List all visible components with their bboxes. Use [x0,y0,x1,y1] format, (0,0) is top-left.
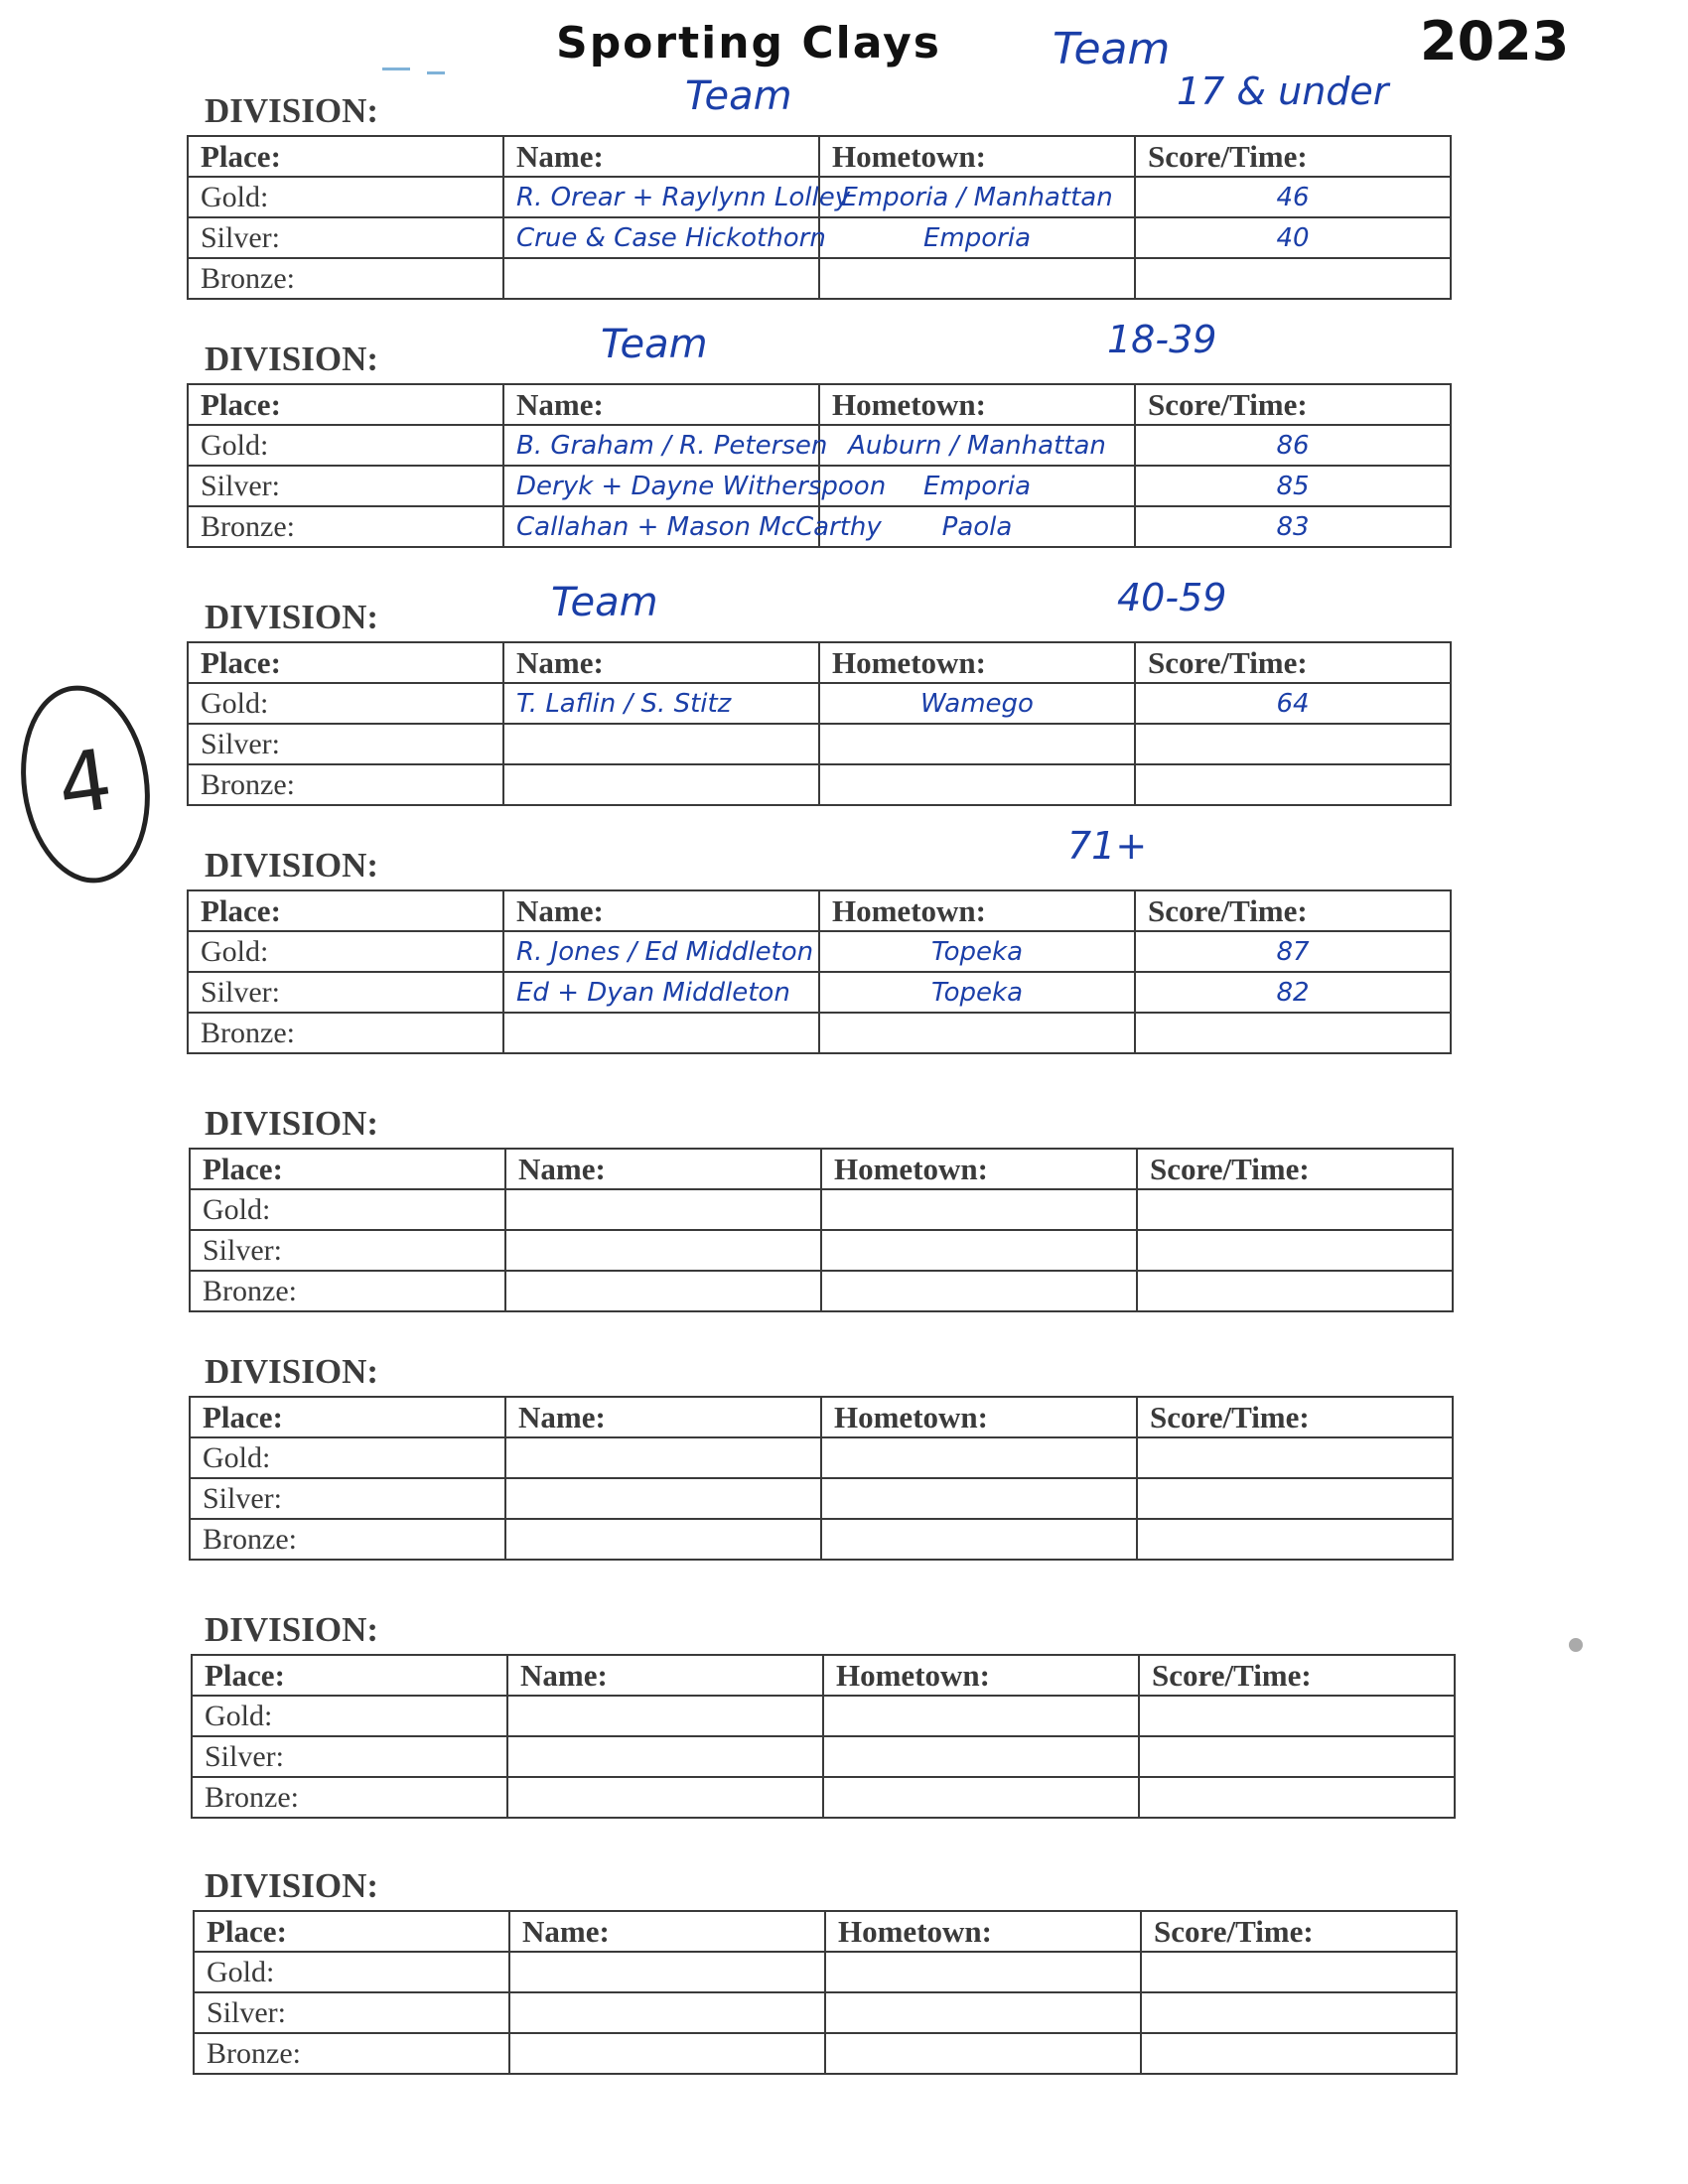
table-row [190,1271,1453,1311]
results-table [189,1396,1454,1561]
hometown-header: Hometown: [819,384,1135,425]
division-block [0,69,1688,310]
score-header: Score/Time: [1135,642,1451,683]
division-label: DIVISION: [205,598,379,636]
table-header-row [190,1149,1453,1189]
name-cell[interactable] [503,258,819,299]
place-label: Gold: [190,1189,505,1230]
results-table [187,135,1452,300]
scan-artifact [382,68,410,70]
table-header-row [188,890,1451,931]
name-cell[interactable] [509,1952,825,1992]
score-cell[interactable]: 86 [1135,425,1451,466]
place-label: Bronze: [194,2033,509,2074]
hometown-header: Hometown: [823,1655,1139,1696]
place-label: Gold: [192,1696,507,1736]
name-header: Name: [505,1149,821,1189]
hometown-cell[interactable] [823,1777,1139,1818]
hometown-cell[interactable] [825,1952,1141,1992]
place-label: Bronze: [192,1777,507,1818]
place-label: Silver: [190,1230,505,1271]
name-cell[interactable] [507,1777,823,1818]
division-label: DIVISION: [205,1866,379,1905]
score-header: Score/Time: [1141,1911,1457,1952]
name-cell[interactable] [505,1230,821,1271]
division-label: DIVISION: [205,1104,379,1143]
place-header: Place: [190,1149,505,1189]
division-block [0,824,1688,1064]
score-cell[interactable]: 85 [1135,466,1451,506]
division-block [0,1352,1688,1570]
score-cell[interactable] [1139,1777,1455,1818]
name-cell[interactable] [509,1992,825,2033]
place-label: Silver: [194,1992,509,2033]
table-row [194,1952,1457,1992]
place-label: Silver: [192,1736,507,1777]
place-label: Gold: [190,1437,505,1478]
table-row [194,1992,1457,2033]
place-label: Bronze: [188,506,503,547]
name-header: Name: [503,890,819,931]
score-cell[interactable]: 83 [1135,506,1451,547]
table-row [190,1189,1453,1230]
division-age-handwritten: 71+ [1067,824,1148,868]
hometown-cell[interactable]: Topeka [819,931,1135,972]
table-row [188,1013,1451,1053]
division-team-handwritten: Team [551,580,658,625]
page-number: 4 [52,730,118,835]
name-cell[interactable]: Ed + Dyan Middleton [503,972,819,1013]
hometown-cell[interactable] [819,1013,1135,1053]
table-row [188,764,1451,805]
hometown-cell[interactable]: Emporia / Manhattan [819,177,1135,217]
table-row [192,1736,1455,1777]
division-block [0,576,1688,816]
score-cell[interactable]: 82 [1135,972,1451,1013]
place-label: Silver: [188,217,503,258]
score-header: Score/Time: [1135,136,1451,177]
table-row [188,425,1451,466]
score-cell[interactable]: 40 [1135,217,1451,258]
name-cell[interactable] [505,1478,821,1519]
name-cell[interactable] [509,2033,825,2074]
place-label: Bronze: [188,1013,503,1053]
place-label: Gold: [188,177,503,217]
division-age-handwritten: 40-59 [1117,576,1227,619]
place-label: Bronze: [188,764,503,805]
place-header: Place: [188,642,503,683]
score-cell[interactable] [1137,1478,1453,1519]
score-header: Score/Time: [1135,890,1451,931]
score-cell[interactable] [1137,1230,1453,1271]
division-block [0,1610,1688,1829]
table-header-row [188,384,1451,425]
score-cell[interactable] [1135,724,1451,764]
results-table [187,641,1452,806]
score-cell[interactable] [1137,1271,1453,1311]
score-header: Score/Time: [1137,1149,1453,1189]
score-cell[interactable] [1135,258,1451,299]
division-label: DIVISION: [205,1352,379,1391]
score-header: Score/Time: [1135,384,1451,425]
name-cell[interactable] [503,1013,819,1053]
name-header: Name: [507,1655,823,1696]
place-label: Gold: [188,683,503,724]
place-label: Silver: [188,724,503,764]
score-cell[interactable] [1141,1952,1457,1992]
score-cell[interactable] [1141,1992,1457,2033]
table-row [188,972,1451,1013]
score-cell[interactable]: 64 [1135,683,1451,724]
division-label: DIVISION: [205,1610,379,1649]
hometown-cell[interactable] [823,1696,1139,1736]
hometown-cell[interactable] [821,1519,1137,1560]
hometown-header: Hometown: [825,1911,1141,1952]
name-cell[interactable]: R. Jones / Ed Middleton [503,931,819,972]
score-cell[interactable] [1135,764,1451,805]
table-row [190,1519,1453,1560]
hometown-cell[interactable] [825,2033,1141,2074]
hometown-header: Hometown: [821,1397,1137,1437]
table-row [188,258,1451,299]
score-cell[interactable]: 46 [1135,177,1451,217]
hometown-header: Hometown: [819,642,1135,683]
hometown-header: Hometown: [819,890,1135,931]
hometown-cell[interactable] [821,1189,1137,1230]
results-table [191,1654,1456,1819]
name-cell[interactable]: Crue & Case Hickothorn [503,217,819,258]
hometown-header: Hometown: [819,136,1135,177]
place-label: Bronze: [190,1519,505,1560]
table-header-row [190,1397,1453,1437]
place-label: Gold: [194,1952,509,1992]
table-header-row [188,642,1451,683]
table-row [188,217,1451,258]
hometown-cell[interactable] [821,1478,1137,1519]
name-cell[interactable]: R. Orear + Raylynn Lolley [503,177,819,217]
table-header-row [188,136,1451,177]
score-cell[interactable] [1139,1696,1455,1736]
hometown-cell[interactable] [821,1271,1137,1311]
table-row [188,177,1451,217]
hometown-cell[interactable]: Topeka [819,972,1135,1013]
name-cell[interactable] [505,1519,821,1560]
hometown-cell[interactable]: Wamego [819,683,1135,724]
results-table [187,889,1452,1054]
scan-artifact [427,71,445,74]
score-cell[interactable] [1135,1013,1451,1053]
place-label: Gold: [188,425,503,466]
hometown-cell[interactable]: Auburn / Manhattan [819,425,1135,466]
place-label: Gold: [188,931,503,972]
place-header: Place: [192,1655,507,1696]
score-cell[interactable] [1137,1189,1453,1230]
results-table [189,1148,1454,1312]
results-table [193,1910,1458,2075]
place-label: Silver: [188,972,503,1013]
name-cell[interactable] [503,724,819,764]
hometown-cell[interactable] [819,258,1135,299]
place-label: Silver: [190,1478,505,1519]
name-header: Name: [505,1397,821,1437]
hometown-cell[interactable] [821,1437,1137,1478]
score-cell[interactable] [1139,1736,1455,1777]
table-row [190,1230,1453,1271]
division-block [0,1104,1688,1322]
table-row [194,2033,1457,2074]
name-cell[interactable] [507,1696,823,1736]
division-age-handwritten: 17 & under [1177,69,1389,113]
hometown-cell[interactable] [823,1736,1139,1777]
hometown-cell[interactable] [819,764,1135,805]
hometown-cell[interactable] [825,1992,1141,2033]
form-title: Sporting Clays [556,18,941,68]
form-subtitle: Team [1053,24,1171,74]
name-header: Name: [503,384,819,425]
division-block [0,1866,1688,2085]
place-label: Silver: [188,466,503,506]
table-row [188,931,1451,972]
table-header-row [194,1911,1457,1952]
place-label: Bronze: [188,258,503,299]
division-label: DIVISION: [205,846,379,885]
results-table [187,383,1452,548]
score-header: Score/Time: [1137,1397,1453,1437]
form-year: 2023 [1420,10,1570,72]
score-cell[interactable]: 87 [1135,931,1451,972]
score-cell[interactable] [1137,1519,1453,1560]
place-header: Place: [188,136,503,177]
table-row [192,1777,1455,1818]
division-team-handwritten: Team [601,322,708,367]
name-header: Name: [503,642,819,683]
hometown-cell[interactable] [821,1230,1137,1271]
name-cell[interactable] [507,1736,823,1777]
division-label: DIVISION: [205,91,379,130]
hometown-header: Hometown: [821,1149,1137,1189]
name-header: Name: [503,136,819,177]
hometown-cell[interactable]: Paola [819,506,1135,547]
place-header: Place: [190,1397,505,1437]
score-cell[interactable] [1141,2033,1457,2074]
hometown-cell[interactable]: Emporia [819,466,1135,506]
division-block [0,318,1688,558]
hometown-cell[interactable]: Emporia [819,217,1135,258]
score-cell[interactable] [1137,1437,1453,1478]
division-team-handwritten: Team [685,73,792,119]
table-row [188,466,1451,506]
name-header: Name: [509,1911,825,1952]
table-row [188,683,1451,724]
name-cell[interactable]: B. Graham / R. Petersen [503,425,819,466]
table-row [188,506,1451,547]
place-header: Place: [188,890,503,931]
name-cell[interactable] [505,1437,821,1478]
name-cell[interactable]: T. Laflin / S. Stitz [503,683,819,724]
name-cell[interactable] [505,1189,821,1230]
table-row [192,1696,1455,1736]
place-header: Place: [188,384,503,425]
place-label: Bronze: [190,1271,505,1311]
score-header: Score/Time: [1139,1655,1455,1696]
division-label: DIVISION: [205,340,379,378]
name-cell[interactable]: Deryk + Dayne Witherspoon [503,466,819,506]
table-row [188,724,1451,764]
table-row [190,1437,1453,1478]
hometown-cell[interactable] [819,724,1135,764]
table-header-row [192,1655,1455,1696]
name-cell[interactable]: Callahan + Mason McCarthy [503,506,819,547]
place-header: Place: [194,1911,509,1952]
name-cell[interactable] [505,1271,821,1311]
division-age-handwritten: 18-39 [1107,318,1217,361]
table-row [190,1478,1453,1519]
name-cell[interactable] [503,764,819,805]
